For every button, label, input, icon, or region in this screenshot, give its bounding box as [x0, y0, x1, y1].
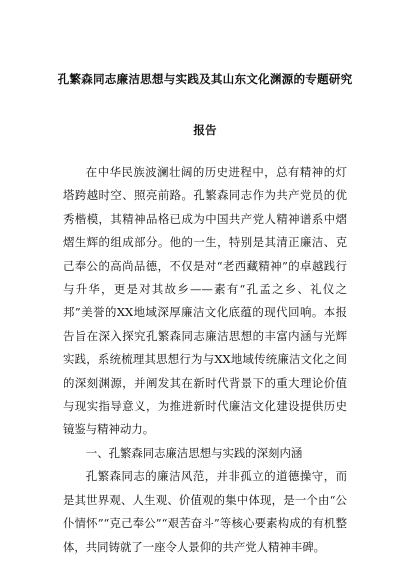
document-title: 孔繁森同志廉洁思想与实践及其山东文化渊源的专题研究	[57, 72, 353, 86]
document-subtitle: 报告	[193, 123, 217, 137]
intro-paragraph: 在中华民族波澜壮阔的历史进程中，总有精神的灯塔跨越时空、照亮前路。孔繁森同志作为共产党员的优秀楷模，其精神品格已成为中国共产党人精神谱系中熠熠生辉的组成部分。他的一生，特别是其清正廉洁、克己奉公的高尚品德，不仅是对“老西藏精神”的卓越践行与升华，更是对其故乡——素有“孔孟之乡、礼仪之邦”美誉的XX地域深厚廉洁文化底蕴的现代回响。本报告旨在深入探究孔繁森同志廉洁思想的丰富内涵与光辉实践，系统梳理其思想行为与XX地域传统廉洁文化之间的深刻渊源，并阐发其在新时代背景下的重大理论价值与现实指导意义，为推进新时代廉洁文化建设提供历史镜鉴与精神动力。	[63, 165, 347, 437]
section-paragraph: 孔繁森同志的廉洁风范，并非孤立的道德操守，而是其世界观、人生观、价值观的集中体现，是一个由“公仆情怀”“克己奉公”“艰苦奋斗”等核心要素构成的有机整体，共同铸就了一座令人景仰的共产党人精神丰碑。	[63, 469, 347, 554]
section-heading: 一、孔繁森同志廉洁思想与实践的深刻内涵	[85, 445, 303, 460]
document-body	[63, 161, 347, 559]
